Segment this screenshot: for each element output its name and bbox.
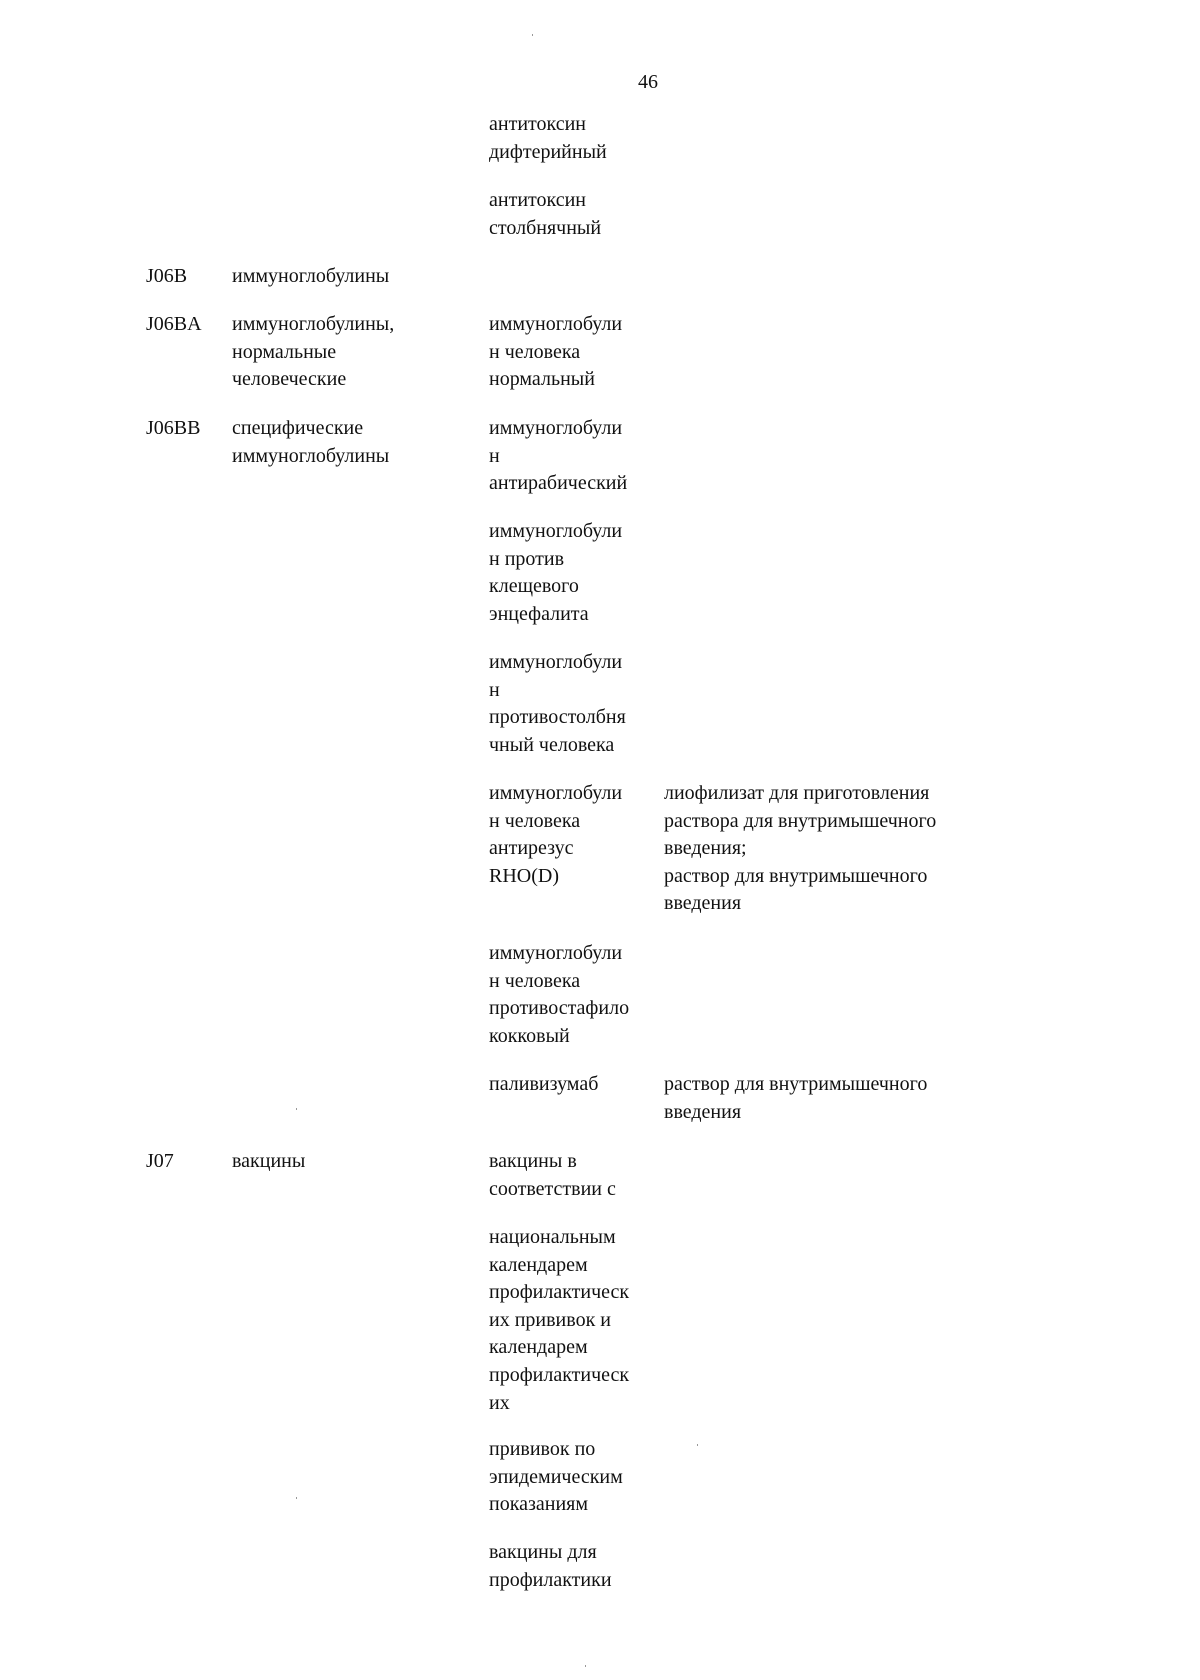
scan-speck [585, 1665, 586, 1667]
page-number: 46 [638, 71, 658, 93]
group-name: специфические иммуноглобулины [232, 417, 390, 467]
substance-cell: национальным календарем профилактическ их прививок и календарем профилактическ их [489, 1226, 630, 1414]
scan-speck [532, 34, 533, 36]
atc-code: J06BB [146, 417, 201, 439]
scan-speck [296, 1108, 297, 1110]
substance-cell: иммуноглобули н против клещевого энцефалита [489, 520, 623, 625]
substance-cell: паливизумаб [489, 1073, 599, 1095]
group-name: вакцины [232, 1150, 306, 1172]
atc-code: J07 [146, 1150, 174, 1172]
dosage-form-cell: лиофилизат для приготовления раствора для внутримышечного введения; раствор для внутримышечного введения [664, 782, 937, 915]
dosage-form-cell: раствор для внутримышечного введения [664, 1073, 928, 1123]
substance-cell: прививок по эпидемическим показаниям [489, 1438, 623, 1516]
substance-cell: антитоксин дифтерийный [489, 113, 607, 163]
atc-code: J06BA [146, 313, 202, 335]
group-name: иммуноглобулины, нормальные человеческие [232, 313, 395, 391]
substance-cell: иммуноглобули н человека нормальный [489, 313, 623, 391]
substance-cell: иммуноглобули н антирабический [489, 417, 628, 495]
substance-cell: иммуноглобули н противостолбня чный человека [489, 651, 626, 756]
scan-speck [697, 1444, 698, 1446]
atc-code: J06B [146, 265, 188, 287]
substance-cell: иммуноглобули н человека антирезус RHO(D) [489, 782, 623, 887]
group-name: иммуноглобулины [232, 265, 390, 287]
scan-speck [296, 1497, 297, 1499]
substance-cell: вакцины для профилактики [489, 1541, 612, 1591]
substance-cell: антитоксин столбнячный [489, 189, 602, 239]
substance-cell: иммуноглобули н человека противостафило кокковый [489, 942, 630, 1047]
substance-cell: вакцины в соответствии с [489, 1150, 616, 1200]
